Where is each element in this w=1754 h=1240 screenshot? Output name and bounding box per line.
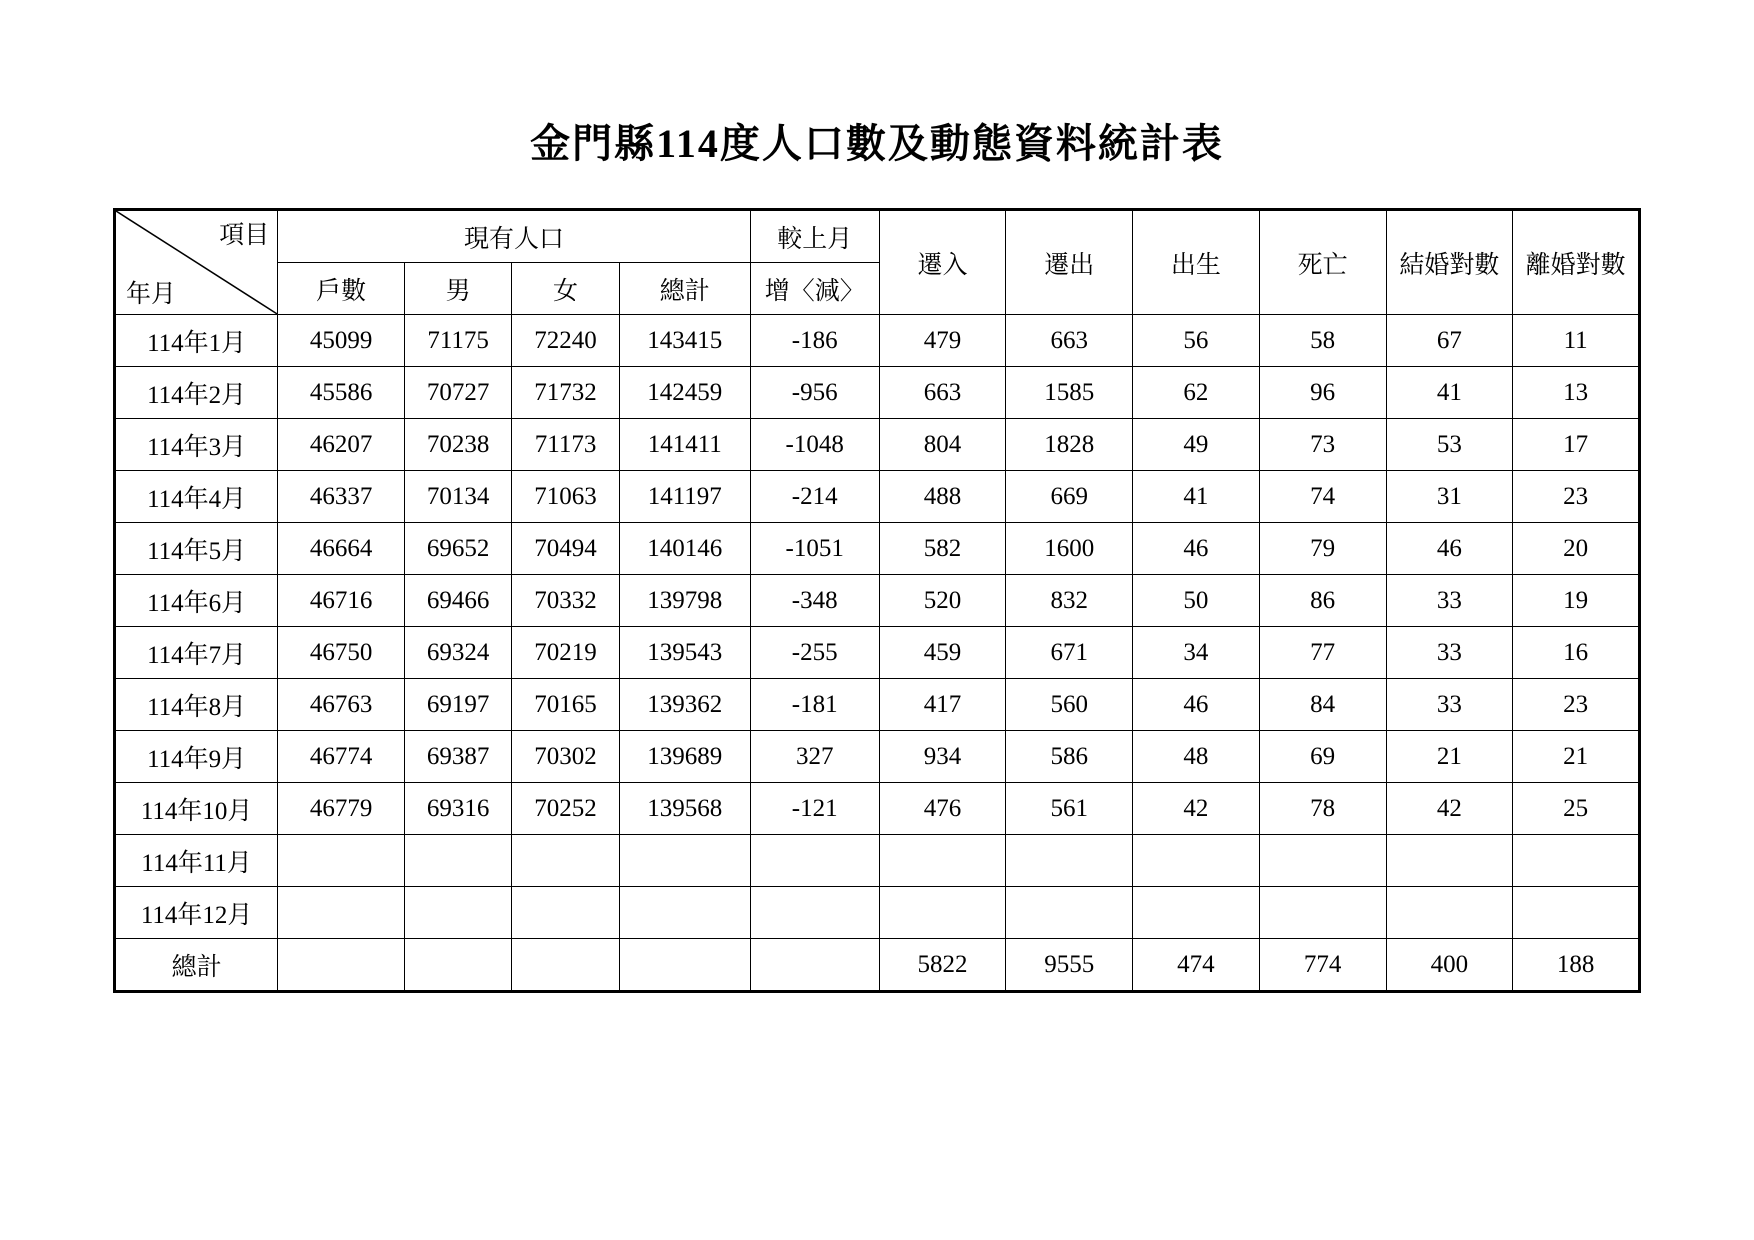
cell-deaths [1259,887,1386,939]
cell-marriages: 46 [1386,523,1513,575]
cell-female: 70332 [512,575,619,627]
cell-male: 70134 [404,471,511,523]
cell-move-out: 1828 [1006,419,1133,471]
cell-total: 139362 [619,679,750,731]
cell-move-in: 479 [879,315,1006,367]
cell-total-households [278,939,405,992]
table-row [115,731,1640,783]
cell-marriages [1386,887,1513,939]
header-male: 男 [404,263,511,315]
cell-marriages: 53 [1386,419,1513,471]
header-move-in: 遷入 [879,210,1006,315]
cell-households [278,835,405,887]
cell-move-out: 560 [1006,679,1133,731]
cell-total: 143415 [619,315,750,367]
cell-total: 140146 [619,523,750,575]
corner-label-item: 項目 [219,222,270,249]
cell-total: 139543 [619,627,750,679]
cell-total-female [512,939,619,992]
cell-households: 46750 [278,627,405,679]
table-row [115,887,1640,939]
header-increase-decrease: 增〈減〉 [750,263,879,315]
cell-deaths: 58 [1259,315,1386,367]
cell-male: 69466 [404,575,511,627]
cell-change: -186 [750,315,879,367]
header-births: 出生 [1133,210,1260,315]
cell-total-births: 474 [1133,939,1260,992]
cell-births [1133,887,1260,939]
cell-change: -121 [750,783,879,835]
cell-deaths: 73 [1259,419,1386,471]
cell-total: 141197 [619,471,750,523]
cell-total-divorces: 188 [1513,939,1640,992]
corner-label-yearmonth: 年月 [126,281,177,308]
cell-total-male [404,939,511,992]
cell-marriages: 31 [1386,471,1513,523]
row-label-month: 114年3月 [115,419,278,471]
cell-deaths [1259,835,1386,887]
cell-male: 69652 [404,523,511,575]
row-label-month: 114年10月 [115,783,278,835]
cell-change: -181 [750,679,879,731]
cell-divorces: 20 [1513,523,1640,575]
table-body [115,315,1640,992]
cell-move-in [879,887,1006,939]
table-header [115,210,1640,315]
cell-female: 70165 [512,679,619,731]
cell-births: 41 [1133,471,1260,523]
cell-households: 46337 [278,471,405,523]
cell-marriages: 33 [1386,627,1513,679]
cell-total: 142459 [619,367,750,419]
table-row [115,783,1640,835]
cell-male: 70727 [404,367,511,419]
cell-marriages: 33 [1386,575,1513,627]
row-label-month: 114年11月 [115,835,278,887]
cell-male: 69197 [404,679,511,731]
cell-move-out: 671 [1006,627,1133,679]
cell-change: -956 [750,367,879,419]
cell-deaths: 77 [1259,627,1386,679]
row-label-month: 114年8月 [115,679,278,731]
cell-deaths: 79 [1259,523,1386,575]
cell-move-in: 520 [879,575,1006,627]
cell-divorces: 21 [1513,731,1640,783]
cell-move-in: 582 [879,523,1006,575]
cell-births: 34 [1133,627,1260,679]
cell-change: 327 [750,731,879,783]
cell-change: -1048 [750,419,879,471]
cell-households: 46779 [278,783,405,835]
cell-deaths: 74 [1259,471,1386,523]
row-label-month: 114年5月 [115,523,278,575]
cell-deaths: 86 [1259,575,1386,627]
table-row [115,627,1640,679]
cell-divorces: 19 [1513,575,1640,627]
cell-move-out: 832 [1006,575,1133,627]
table-row [115,523,1640,575]
cell-marriages: 41 [1386,367,1513,419]
row-label-month: 114年12月 [115,887,278,939]
corner-header-cell [115,210,278,315]
table-row [115,367,1640,419]
row-label-month: 114年1月 [115,315,278,367]
cell-deaths: 69 [1259,731,1386,783]
cell-move-out: 1585 [1006,367,1133,419]
cell-marriages [1386,835,1513,887]
cell-births: 49 [1133,419,1260,471]
cell-marriages: 21 [1386,731,1513,783]
cell-divorces: 13 [1513,367,1640,419]
cell-move-in [879,835,1006,887]
cell-households: 45586 [278,367,405,419]
table-row [115,575,1640,627]
cell-move-in: 663 [879,367,1006,419]
cell-move-in: 476 [879,783,1006,835]
cell-male: 71175 [404,315,511,367]
cell-total-marriages: 400 [1386,939,1513,992]
cell-households: 46716 [278,575,405,627]
cell-move-out [1006,887,1133,939]
cell-marriages: 33 [1386,679,1513,731]
cell-male [404,835,511,887]
cell-move-in: 488 [879,471,1006,523]
cell-female: 72240 [512,315,619,367]
cell-births: 48 [1133,731,1260,783]
cell-male: 70238 [404,419,511,471]
cell-divorces: 16 [1513,627,1640,679]
cell-births: 42 [1133,783,1260,835]
table-row [115,419,1640,471]
cell-households: 45099 [278,315,405,367]
table-row [115,835,1640,887]
cell-change [750,835,879,887]
header-move-out: 遷出 [1006,210,1133,315]
table-row [115,471,1640,523]
cell-change: -214 [750,471,879,523]
cell-female: 70252 [512,783,619,835]
cell-female: 71063 [512,471,619,523]
row-label-month: 114年7月 [115,627,278,679]
cell-female: 70494 [512,523,619,575]
cell-female: 70219 [512,627,619,679]
cell-total-deaths: 774 [1259,939,1386,992]
page-title: 金門縣114度人口數及動態資料統計表 [530,121,1224,166]
header-marriages: 結婚對數 [1386,210,1513,315]
cell-total-move-in: 5822 [879,939,1006,992]
cell-divorces: 25 [1513,783,1640,835]
cell-move-in: 459 [879,627,1006,679]
cell-households: 46207 [278,419,405,471]
cell-female: 71173 [512,419,619,471]
cell-births [1133,835,1260,887]
row-label-total: 總計 [115,939,278,992]
cell-divorces [1513,887,1640,939]
cell-change: -348 [750,575,879,627]
cell-female [512,887,619,939]
cell-total-move-out: 9555 [1006,939,1133,992]
cell-marriages: 42 [1386,783,1513,835]
cell-total-change [750,939,879,992]
cell-households: 46664 [278,523,405,575]
cell-move-in: 417 [879,679,1006,731]
cell-total: 139798 [619,575,750,627]
cell-total: 139568 [619,783,750,835]
row-label-month: 114年2月 [115,367,278,419]
cell-move-out: 586 [1006,731,1133,783]
cell-households [278,887,405,939]
cell-move-in: 804 [879,419,1006,471]
cell-divorces [1513,835,1640,887]
cell-move-out [1006,835,1133,887]
cell-change [750,887,879,939]
cell-total [619,835,750,887]
cell-move-out: 561 [1006,783,1133,835]
cell-births: 50 [1133,575,1260,627]
cell-divorces: 11 [1513,315,1640,367]
cell-male: 69324 [404,627,511,679]
table-row-total [115,939,1640,992]
cell-deaths: 78 [1259,783,1386,835]
population-statistics-table [113,208,1641,993]
group-header-current-population: 現有人口 [278,210,751,263]
cell-female [512,835,619,887]
cell-total: 139689 [619,731,750,783]
cell-move-out: 663 [1006,315,1133,367]
cell-change: -1051 [750,523,879,575]
cell-change: -255 [750,627,879,679]
cell-total: 141411 [619,419,750,471]
cell-births: 56 [1133,315,1260,367]
cell-households: 46774 [278,731,405,783]
cell-divorces: 23 [1513,679,1640,731]
cell-move-out: 1600 [1006,523,1133,575]
cell-male: 69316 [404,783,511,835]
row-label-month: 114年6月 [115,575,278,627]
cell-total [619,887,750,939]
cell-male [404,887,511,939]
cell-female: 70302 [512,731,619,783]
table-row [115,315,1640,367]
cell-deaths: 84 [1259,679,1386,731]
cell-births: 46 [1133,679,1260,731]
row-label-month: 114年4月 [115,471,278,523]
cell-divorces: 17 [1513,419,1640,471]
cell-total-total [619,939,750,992]
cell-divorces: 23 [1513,471,1640,523]
cell-households: 46763 [278,679,405,731]
row-label-month: 114年9月 [115,731,278,783]
statistics-table-container [113,208,1641,993]
group-header-change: 較上月 [750,210,879,263]
cell-marriages: 67 [1386,315,1513,367]
header-divorces: 離婚對數 [1513,210,1640,315]
header-female: 女 [512,263,619,315]
table-row [115,679,1640,731]
cell-deaths: 96 [1259,367,1386,419]
cell-births: 62 [1133,367,1260,419]
header-deaths: 死亡 [1259,210,1386,315]
header-total: 總計 [619,263,750,315]
cell-male: 69387 [404,731,511,783]
cell-move-out: 669 [1006,471,1133,523]
cell-births: 46 [1133,523,1260,575]
cell-move-in: 934 [879,731,1006,783]
header-households: 戶數 [278,263,405,315]
cell-female: 71732 [512,367,619,419]
